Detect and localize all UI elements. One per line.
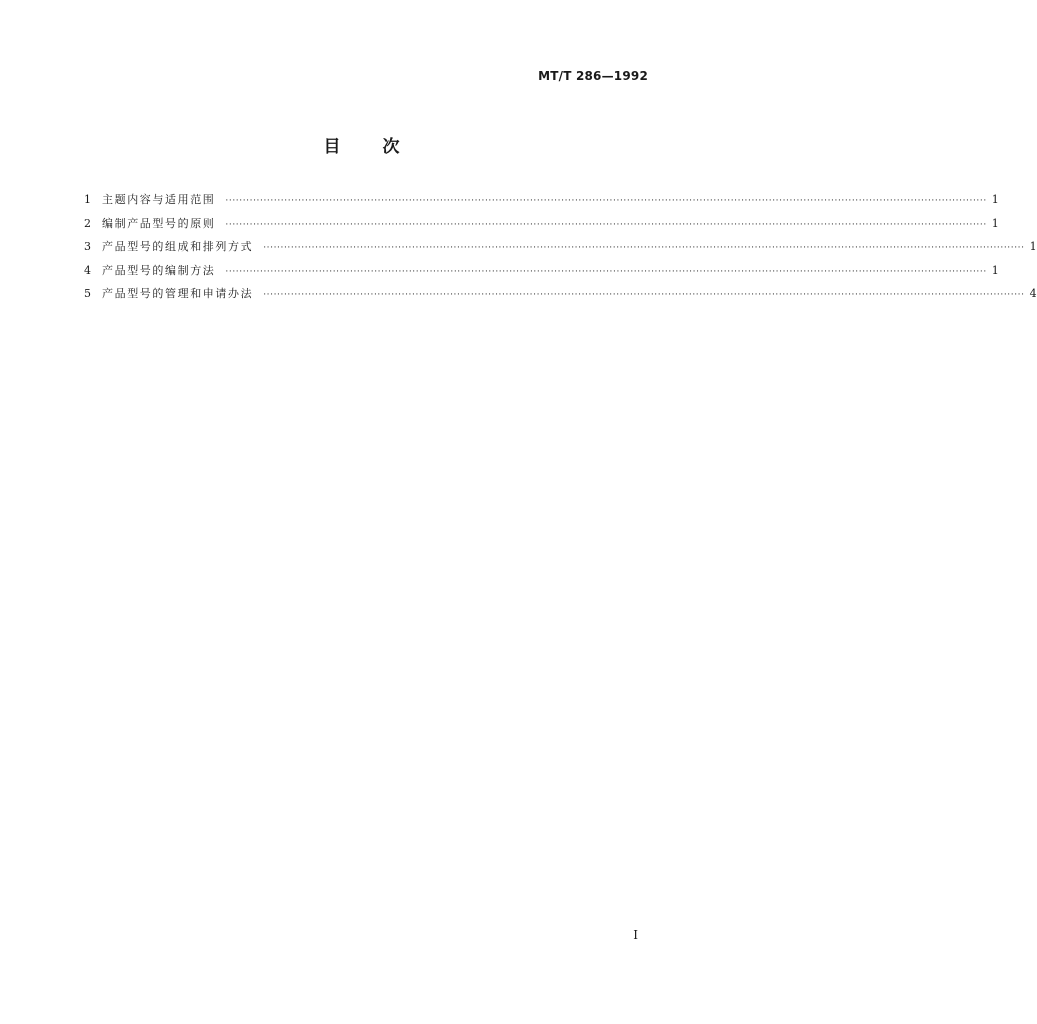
toc-entry-label: 产品型号的组成和排列方式 [102,240,254,253]
toc-leader-dots: ···························································································································································································································· [225,266,987,277]
toc-entry-label: 编制产品型号的原则 [102,216,216,230]
toc-leader-dots: ···························································································································································································································· [225,196,987,206]
toc-entry-page: 4 [1029,287,1037,300]
toc-list [84,191,1037,309]
toc-leader-dots: ···························································································································································································································· [225,219,987,230]
toc-entry-number: 2 [84,216,91,230]
toc-entry-page: 1 [991,216,999,230]
toc-entry-page: 1 [991,263,999,277]
toc-entry-label: 主题内容与适用范围 [102,193,216,206]
toc-entry-page: 1 [1029,240,1037,253]
toc-entry-number: 1 [84,193,91,206]
toc-title: 目 次 [323,137,401,157]
toc-entry-number: 5 [84,287,91,300]
toc-entry[interactable] [84,215,999,239]
toc-entry-label: 产品型号的管理和申请办法 [102,287,254,300]
toc-entry-number: 3 [84,240,91,253]
toc-leader-dots: ···························································································································································································································· [263,290,1025,300]
toc-entry[interactable] [84,285,1037,309]
toc-entry-label: 产品型号的编制方法 [102,263,216,277]
toc-entry-page: 1 [991,193,999,206]
page-number: I [633,928,638,942]
toc-entry[interactable] [84,238,1037,262]
toc-entry-number: 4 [84,263,91,277]
standard-code: MT/T 286—1992 [538,69,648,83]
toc-entry[interactable] [84,191,999,215]
toc-leader-dots: ···························································································································································································································· [263,243,1025,253]
toc-entry[interactable] [84,262,999,286]
